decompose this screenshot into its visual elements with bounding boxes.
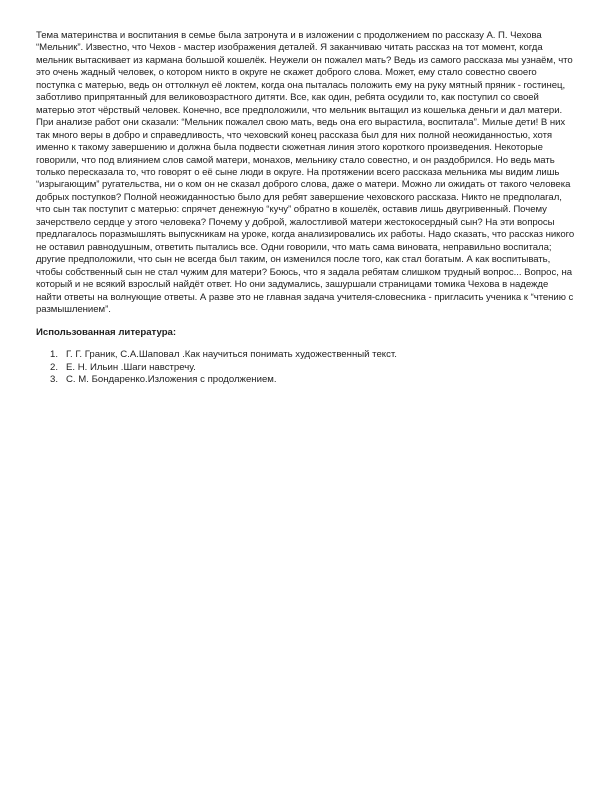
literature-item-number: 2. [50,361,59,373]
literature-item [36,362,576,375]
literature-item-text: Е. Н. Ильин .Шаги навстречу. [66,361,196,373]
literature-list [36,349,576,387]
document-page [36,30,576,387]
literature-item-number: 3. [50,374,59,386]
literature-heading: Использованная литература: [36,327,177,339]
literature-item-text: Г. Г. Граник, С.А.Шаповал .Как научиться понимать художественный текст. [66,349,397,361]
literature-item-number: 1. [50,349,59,361]
literature-item [36,374,576,387]
literature-item-text: С. М. Бондаренко.Изложения с продолжением. [66,374,277,386]
body-paragraph: Тема материнства и воспитания в семье была затронута и в изложении с продолжением по рассказу А. П. Чехова “Мельник”. Известно, что Чехов - мастер изображения деталей. Я заканчиваю читать рассказ на тот момент, когда мельник вытаскивает из кармана большой кошелёк. Неужели он пожалел мать? Ведь из самого рассказа мы узнаём, что это очень жадный человек, о котором никто в округе не скажет доброго слова. Может, ему стало совестно своего поступка с матерью, ведь он оттолкнул её локтем, когда она пыталась положить ему на руку мятный пряник - гостинец, заботливо припрятанный для великовозрастного дитяти. Все, как один, ребята осудили то, как поступил со своей матерью этот чёрствый человек. Конечно, все предположили, что мельник вытащил из кошелька деньги и дал матери. При анализе работ они сказали: “Мельник пожалел свою мать, ведь она его вырастила, воспитала”. Милые дети! В них так много веры в добро и справедливость, что чеховский конец рассказа был для них полной неожиданностью, хотя именно к такому завершению и должна была подвести сюжетная линия этого короткого произведения. Некоторые говорили, что под влиянием слов самой матери, монахов, мельнику стало совестно, и он раздобрился. Но ведь мать только пересказала то, что говорят о её сыне люди в округе. На протяжении всего рассказа мельника мы видим лишь “изрыгающим” ругательства, ни о ком он не сказал доброго слова, даже о матери. Можно ли ожидать от такого человека добрых поступков? Полной неожиданностью было для ребят завершение чеховского рассказа. Никто не предполагал, что сын так поступит с матерью: спрячет денежную “кучу” обратно в кошелёк, оставив лишь двугривенный. Почему зачерствело сердце у этого человека? Почему у доброй, жалостливой матери жестокосердный сын? На эти вопросы предлагалось поразмышлять выпускникам на уроке, когда анализировались их работы. Надо сказать, что рассказ никого не оставил равнодушным, ответить пытались все. Одни говорили, что мать сама виновата, неправильно воспитала; другие предположили, что сын не всегда был таким, он изменился после того, как стал богатым. А как воспитывать, чтобы собственный сын не стал чужим для матери? Боюсь, что я задала ребятам слишком трудный вопрос... Вопрос, на который и не всякий взрослый найдёт ответ. Но они задумались, зашуршали страницами томика Чехова в надежде найти ответы на волнующие ответы. А разве это не главная задача учителя-словесника - пригласить ученика к “чтению с размышлением”. [36,30,575,315]
literature-item [36,349,576,362]
